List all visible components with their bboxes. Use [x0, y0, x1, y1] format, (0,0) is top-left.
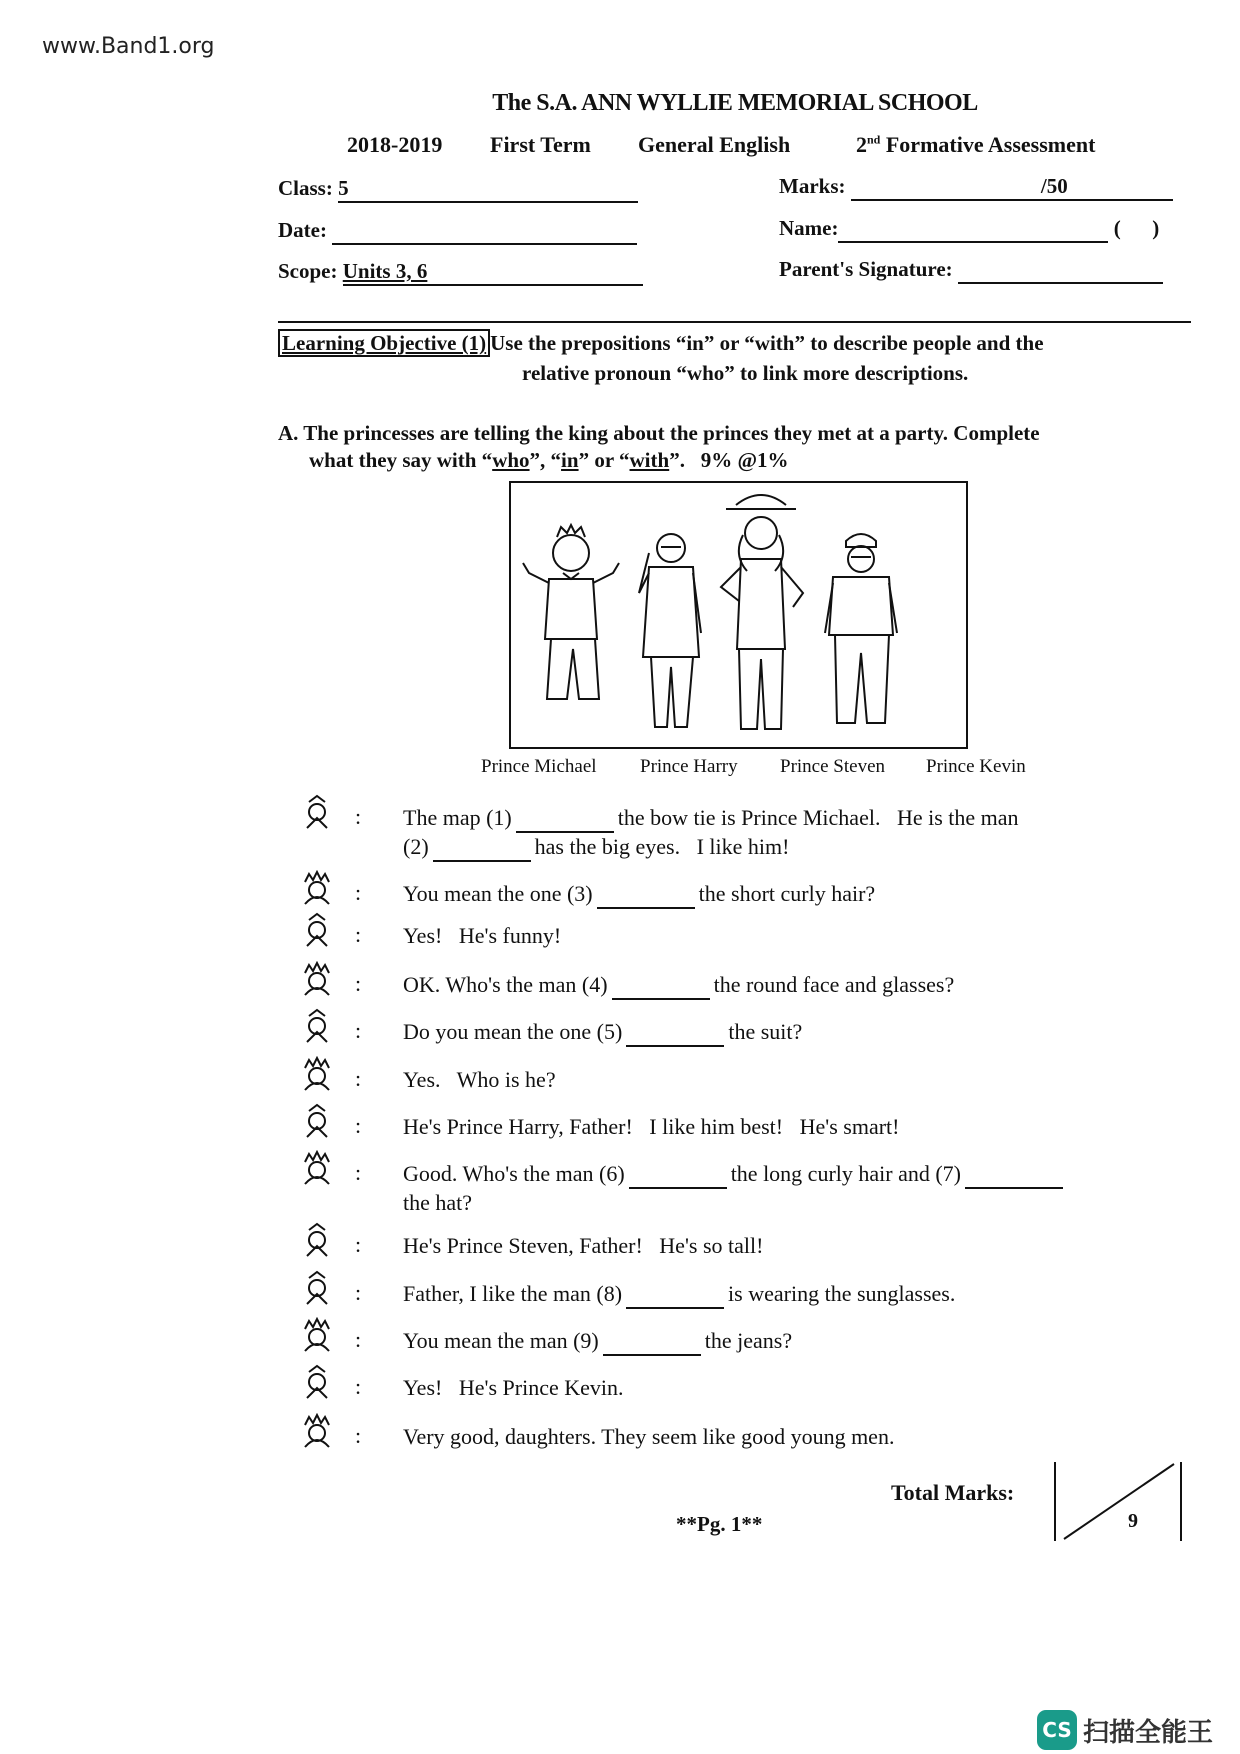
task-instruction: A. The princesses are telling the king about the princes they met at a party. Complete — [278, 421, 1040, 445]
dialogue-segment: Yes! He's funny! — [403, 923, 562, 948]
dialogue-segment: the long curly hair and (7) — [730, 1161, 961, 1186]
dialogue-text — [403, 880, 875, 909]
dialogue-segment: Yes. Who is he? — [403, 1067, 556, 1092]
princess-icon — [299, 1270, 335, 1306]
colon: : — [355, 1374, 362, 1399]
dialogue-segment: the jeans? — [704, 1328, 793, 1353]
colon: : — [355, 1232, 362, 1257]
dialogue-segment: He's Prince Steven, Father! He's so tall! — [403, 1233, 764, 1258]
dialogue-text — [403, 1066, 556, 1093]
marks-field[interactable]: Marks: /50 — [779, 174, 1173, 201]
answer-blank[interactable] — [629, 1160, 727, 1189]
dialogue-segment: is wearing the sunglasses. — [728, 1281, 956, 1306]
total-marks-box[interactable] — [1054, 1462, 1182, 1541]
colon: : — [355, 1327, 362, 1352]
answer-blank[interactable] — [597, 880, 695, 909]
scanner-badge — [1037, 1710, 1213, 1750]
colon: : — [355, 922, 362, 947]
dialogue-segment: the bow tie is Prince Michael. He is the man — [617, 805, 1019, 830]
answer-blank[interactable] — [603, 1327, 701, 1356]
answer-blank[interactable] — [626, 1280, 724, 1309]
dialogue-segment: the hat? — [403, 1190, 473, 1215]
watermark: www.Band1.org — [42, 34, 215, 59]
answer-blank[interactable] — [612, 971, 710, 1000]
dialogue-segment: OK. Who's the man (4) — [403, 972, 608, 997]
total-out-of: 9 — [1128, 1510, 1138, 1532]
dialogue-segment: He's Prince Harry, Father! I like him best! He's smart! — [403, 1114, 900, 1139]
dialogue-segment: the round face and glasses? — [713, 972, 955, 997]
term: First Term — [490, 132, 591, 157]
dialogue-segment: You mean the one (3) — [403, 881, 593, 906]
prince-name-kevin: Prince Kevin — [926, 756, 1026, 777]
dialogue-segment: the suit? — [728, 1019, 803, 1044]
dialogue-segment: (2) — [403, 834, 429, 859]
princess-icon — [299, 1222, 335, 1258]
dialogue-segment: Do you mean the one (5) — [403, 1019, 623, 1044]
prince-kevin-figure — [825, 534, 897, 723]
prince-name-harry: Prince Harry — [640, 756, 738, 777]
assessment-title: 2nd Formative Assessment — [856, 132, 1096, 157]
date-field[interactable]: Date: — [278, 218, 637, 245]
dialogue-text — [403, 1113, 899, 1140]
divider — [278, 321, 1191, 323]
dialogue-text — [403, 1423, 894, 1450]
school-title: The S.A. ANN WYLLIE MEMORIAL SCHOOL — [492, 90, 978, 116]
dialogue-text — [403, 1280, 955, 1309]
diagonal-line — [1056, 1462, 1180, 1541]
page-number: **Pg. 1** — [676, 1512, 763, 1536]
dialogue-text — [403, 922, 561, 949]
princess-icon — [299, 912, 335, 948]
colon: : — [355, 804, 362, 829]
learning-objective-line2: relative pronoun “who” to link more descriptions. — [522, 361, 969, 385]
colon: : — [355, 1423, 362, 1448]
colon: : — [355, 1066, 362, 1091]
dialogue-segment: the short curly hair? — [698, 881, 876, 906]
dialogue-text — [403, 804, 1019, 862]
school-year: 2018-2019 — [347, 132, 443, 157]
scope-field: Scope: Units 3, 6 — [278, 259, 643, 286]
colon: : — [355, 1113, 362, 1138]
colon: : — [355, 880, 362, 905]
prince-name-michael: Prince Michael — [481, 756, 597, 777]
dialogue-text — [403, 1374, 623, 1401]
princess-icon — [299, 1103, 335, 1139]
signature-field[interactable]: Parent's Signature: — [779, 257, 1163, 284]
dialogue-segment: Father, I like the man (8) — [403, 1281, 623, 1306]
dialogue-text — [403, 1232, 763, 1259]
name-field[interactable]: Name: ( ) — [779, 216, 1159, 243]
king-icon — [299, 870, 335, 906]
colon: : — [355, 1160, 362, 1185]
princess-icon — [299, 1364, 335, 1400]
class-field[interactable]: Class: 5 — [278, 176, 638, 203]
dialogue-text — [403, 1160, 1067, 1216]
princess-icon — [299, 794, 335, 830]
king-icon — [299, 1056, 335, 1092]
king-icon — [299, 1413, 335, 1449]
dialogue-text — [403, 1018, 802, 1047]
dialogue-segment: The map (1) — [403, 805, 512, 830]
dialogue-text — [403, 1327, 792, 1356]
answer-blank[interactable] — [433, 833, 531, 862]
total-marks-label: Total Marks: — [891, 1480, 1015, 1505]
dialogue-segment: Very good, daughters. They seem like good young men. — [403, 1424, 895, 1449]
dialogue-segment: You mean the man (9) — [403, 1328, 599, 1353]
objective-label: Learning Objective (1) — [278, 329, 490, 357]
task-instruction-line2: what they say with “who”, “in” or “with”. 9% @1% — [309, 448, 789, 472]
king-icon — [299, 961, 335, 997]
learning-objective: Learning Objective (1) Use the prepositions “in” or “with” to describe people and the — [278, 331, 1044, 356]
colon: : — [355, 1018, 362, 1043]
dialogue-segment: Yes! He's Prince Kevin. — [403, 1375, 624, 1400]
dialogue-segment: has the big eyes. I like him! — [534, 834, 790, 859]
scanner-name: 扫描全能王 — [1083, 1717, 1214, 1748]
answer-blank[interactable] — [516, 804, 614, 833]
prince-michael-figure — [523, 525, 619, 699]
colon: : — [355, 971, 362, 996]
dialogue-segment: Good. Who's the man (6) — [403, 1161, 625, 1186]
colon: : — [355, 1280, 362, 1305]
answer-blank[interactable] — [965, 1160, 1063, 1189]
subject: General English — [638, 132, 791, 157]
prince-steven-figure — [721, 495, 803, 729]
prince-name-steven: Prince Steven — [780, 756, 886, 777]
camscanner-logo: CS — [1037, 1710, 1077, 1750]
dialogue-text — [403, 971, 954, 1000]
king-icon — [299, 1317, 335, 1353]
princes-illustration — [509, 481, 968, 749]
answer-blank[interactable] — [626, 1018, 724, 1047]
prince-harry-figure — [639, 534, 701, 727]
princess-icon — [299, 1008, 335, 1044]
king-icon — [299, 1150, 335, 1186]
